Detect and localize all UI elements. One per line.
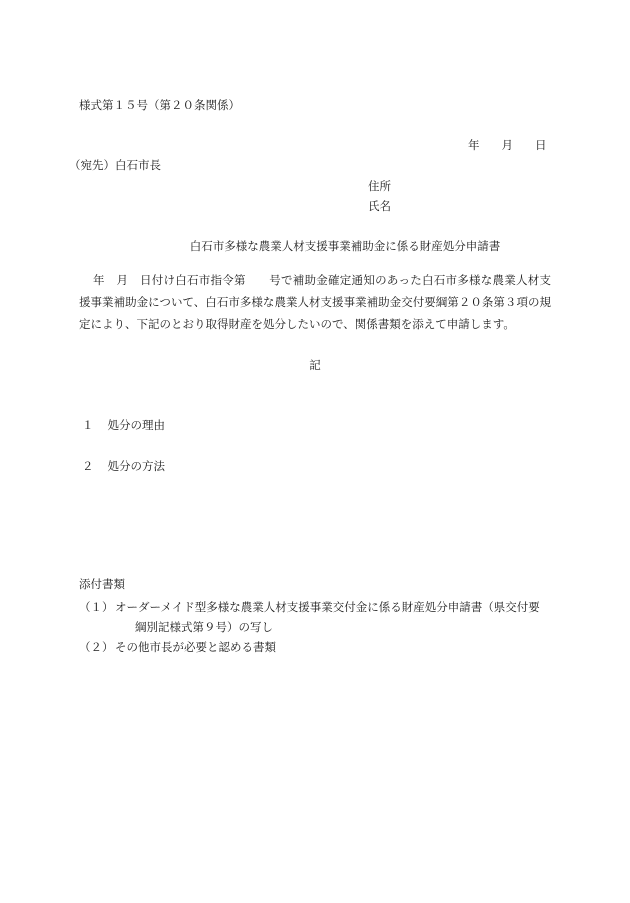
item-label: 処分の方法 <box>107 459 165 473</box>
item-disposal-reason <box>82 417 165 433</box>
attachment-text-line2: 綱別記様式第９号）の写し <box>135 620 273 634</box>
attachment-text-line1: その他市長が必要と認める書類 <box>115 640 276 654</box>
ki-heading: 記 <box>309 358 321 372</box>
attachments-list <box>79 597 559 657</box>
item-label: 処分の理由 <box>107 418 165 432</box>
form-number: 様式第１５号（第２０条関係） <box>79 98 240 112</box>
attachment-text <box>115 637 559 657</box>
year-label: 年 <box>468 138 480 152</box>
month-label: 月 <box>501 138 513 152</box>
attachment-number: （１） <box>79 600 114 614</box>
addressee: （宛先）白石市長 <box>69 158 161 172</box>
item-number: ２ <box>82 459 94 473</box>
body-paragraph: 年 月 日付け白石市指令第 号で補助金確定通知のあった白石市多様な農業人材支援事業補助金について、白石市多様な農業人材支援事業補助金交付要綱第２０条第３項の規定により、下記のとおり取得財産を処分したいので、関係書類を添えて申請します。 <box>79 273 551 331</box>
attachment-item <box>79 597 559 637</box>
attachment-item <box>79 637 559 657</box>
attachment-text-line1: オーダーメイド型多様な農業人材支援事業交付金に係る財産処分申請書（県交付要 <box>115 600 540 614</box>
address-label: 住所 <box>368 179 391 193</box>
item-number: １ <box>82 418 94 432</box>
name-label: 氏名 <box>368 199 391 213</box>
attachment-text <box>115 597 559 637</box>
document-title: 白石市多様な農業人材支援事業補助金に係る財産処分申請書 <box>189 239 501 253</box>
item-disposal-method <box>82 458 165 474</box>
attachments-title: 添付書類 <box>79 577 125 591</box>
day-label: 日 <box>535 138 547 152</box>
attachment-number: （２） <box>79 640 114 654</box>
date-row <box>468 137 547 153</box>
